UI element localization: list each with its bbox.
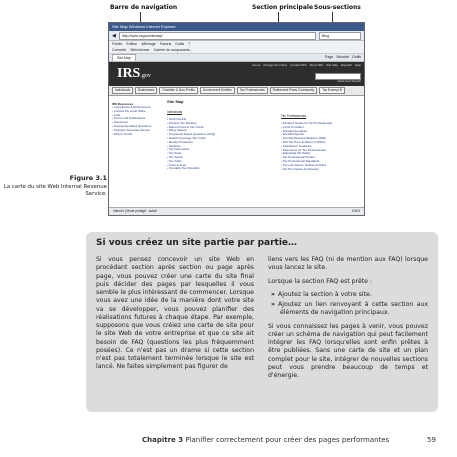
chapter-title: Planifier correctement pour créer des pages performantes (185, 436, 390, 444)
menu-item[interactable]: Edition (126, 42, 138, 46)
zoom-level[interactable]: 100% (351, 209, 360, 213)
menu-item[interactable]: ? (188, 42, 191, 46)
menu-item[interactable]: Affichage (141, 42, 156, 46)
irs-resources-list (112, 106, 156, 136)
irs-top-link[interactable]: Site Map (326, 63, 338, 67)
site-map-link[interactable]: › Identity Protection (167, 139, 193, 144)
menu-item[interactable]: Outils (175, 42, 185, 46)
tab-bar (109, 54, 364, 62)
address-bar (109, 31, 364, 41)
callout-main-section: Section principale (252, 4, 314, 11)
site-map-link[interactable]: › Tax Professional Standards (281, 158, 320, 163)
sidebar-column-right (268, 256, 428, 385)
sidebar-paragraph: liens vers les FAQ (ni de mention aux FAQ) lorsque vous lancez le site. (268, 256, 428, 272)
browser-screenshot (108, 22, 365, 216)
irs-advanced-search[interactable]: Advanced Search (337, 79, 361, 83)
site-map-link[interactable]: › Forms and Publications (112, 116, 146, 121)
site-map-content (109, 96, 364, 192)
sidebar-box (86, 232, 438, 412)
page-number: 59 (427, 436, 436, 444)
link-item[interactable]: Galerie de composants... (153, 48, 193, 52)
site-map-link[interactable]: › 1040 Central (167, 117, 187, 121)
site-map-link[interactable]: › Tax Stats (167, 151, 182, 156)
links-bar (109, 47, 364, 54)
site-map-link[interactable]: › Yourdaily Tax Checklist (167, 166, 200, 171)
back-icon: ◀ (112, 32, 116, 39)
figure-caption-text: La carte du site Web Internal Revenue Service. (3, 184, 107, 197)
tool-security[interactable]: Sécurité (336, 55, 350, 59)
sidebar-title: Si vous créez un site partie par partie… (96, 238, 298, 248)
bullet-item: » Ajoutez un lien renvoyant à cette section aux éléments de navigation principaux. (271, 301, 428, 317)
nav-item[interactable]: Charities & Non-Profits (159, 87, 197, 94)
site-map-link[interactable]: › Tools & Apps (167, 162, 187, 167)
irs-top-link[interactable]: Home (252, 63, 261, 67)
site-map-link[interactable]: › Frequently Asked Questions (112, 123, 152, 128)
irs-resources (112, 102, 156, 136)
sidebar-column-left (96, 256, 254, 377)
site-map-link[interactable]: › Advance Notice for Tax Professionals (281, 121, 333, 125)
site-map-link[interactable]: › Taxpayer Advocate Service (112, 127, 150, 132)
tax-pros-list (281, 122, 332, 171)
menu-item[interactable]: Fichier (112, 42, 123, 46)
figure-caption (2, 174, 107, 198)
irs-top-link[interactable]: Español (340, 63, 352, 67)
nav-item[interactable]: Individuals (112, 87, 133, 94)
link-item[interactable]: Sélectionner (130, 48, 150, 52)
search-input[interactable]: Bing (319, 32, 361, 40)
site-map-link[interactable]: › Where To File (112, 131, 133, 136)
site-map-link[interactable]: › e-file (112, 112, 121, 117)
nav-item[interactable]: Retirement Plans Community (270, 87, 317, 94)
nav-item[interactable]: Government Entities (200, 87, 235, 94)
sidebar-paragraph: Si vous connaissez les pages à venir, vous pouvez créer un schéma de navigation qui peut facilement intégrer les FAQ lorsqu'elles sont enfin prêtes à être publiées. Sans une carte de site et un plan complet pour le site, intégrer de nouvelles sections peut vous prendre beaucoup de temps et d'énergie. (268, 322, 428, 379)
chapter-label: Chapitre 3 (142, 436, 184, 444)
status-bar (109, 207, 364, 215)
nav-item[interactable]: Tax Professionals (237, 87, 268, 94)
sidebar-bullets (268, 291, 428, 318)
irs-top-links (252, 63, 361, 67)
irs-top-link[interactable]: Contact IRS (290, 63, 307, 67)
link-item[interactable]: Convertir (112, 48, 127, 52)
site-map-link[interactable]: › Earned Income Tax Credit (167, 124, 204, 129)
site-map-link[interactable]: › Filing Season (167, 128, 188, 133)
bullet-item: » Ajoutez la section à votre site. (271, 290, 372, 298)
irs-logo: IRS.gov (117, 66, 151, 81)
irs-top-link[interactable]: Change Font Size (263, 63, 288, 67)
tool-tools[interactable]: Outils (352, 55, 361, 59)
site-map-title: Site Map (167, 99, 184, 104)
page-footer (142, 436, 389, 444)
irs-top-link[interactable]: About IRS (309, 63, 324, 67)
site-map-link[interactable]: › Resources for Tax Professionals (281, 147, 326, 152)
site-map-link[interactable]: › Tax Trails (167, 158, 182, 163)
nav-item[interactable]: Tax Exempt B (319, 87, 345, 94)
browser-title: Site Map Windows Internet Explorer (109, 23, 364, 31)
site-map-link[interactable]: › Practitioner Guidance (281, 143, 312, 148)
site-map-link[interactable]: › Tax Information (167, 147, 190, 152)
site-map-link[interactable]: › Frequently Asked Questions (FAQ) (167, 132, 216, 137)
irs-banner (109, 62, 364, 86)
site-map-link[interactable]: › Newsroom (112, 120, 129, 125)
site-map-link[interactable]: › Enrolled Agents (281, 132, 304, 137)
site-map-link[interactable]: › Tax Law Issues, Notices & Rules (281, 162, 327, 167)
site-map-link[interactable]: › IRS Tax Pro's E-Return (ITPEO) (281, 139, 326, 144)
tab-site-map[interactable]: Site Map (112, 54, 136, 61)
irs-navigation-bar (109, 86, 364, 96)
site-map-main (167, 100, 215, 171)
status-left: Internet | Mode protégé : activé (113, 209, 158, 213)
address-input[interactable]: http://www.irsgov/sitemap/ (119, 32, 316, 40)
site-map-link[interactable]: › Health Coverage Tax Credit (167, 135, 206, 140)
callout-subsections: Sous-sections (314, 4, 361, 11)
individuals-heading[interactable]: Individuals (167, 110, 183, 114)
nav-item[interactable]: Businesses (135, 87, 157, 94)
site-map-link[interactable]: › Tax Professional Pocket (281, 155, 315, 160)
site-map-link[interactable]: › Educating the Public (281, 151, 311, 156)
site-map-link[interactable]: › Tax Pros News and Events (281, 166, 319, 171)
site-map-link[interactable]: › Students (167, 143, 181, 148)
callout-navigation-bar: Barre de navigation (110, 4, 178, 11)
bullet-icon: » (271, 290, 275, 298)
individuals-list (167, 118, 215, 171)
site-map-link[interactable]: › Abusive Tax Shelters (167, 120, 197, 125)
sidebar-paragraph: Lorsque la section FAQ est prête : (268, 277, 373, 285)
sidebar-paragraph: Si vous pensez concevoir un site Web en procédant section après section ou page après page, vous pouvez créer une carte du site final puis décider des pages par lesquelles il vous semble le plus intéressant de commencer. Lorsque vous avez une idée de la manière dont votre site va se développer, vous pouvez planifier des réalisations futures à chaque étape. Par exemple, supposons que vous créiez une carte de site pour le site Web de votre entreprise et que ce site ait besoin de FAQ (questions les plus fréquemment posées). Ce n'est pas un drame si cette section n'est pas totalement terminée lorsque le site est lancé. Ne faites simplement pas figurer de (96, 256, 254, 371)
site-map-link[interactable]: › Enrolled Actuaries (281, 128, 308, 133)
irs-top-link[interactable]: Help (354, 63, 361, 67)
site-map-link[interactable]: › Tax Topics (167, 154, 183, 159)
site-map-link[interactable]: › Contact My Local Office (112, 108, 146, 113)
menu-item[interactable]: Favoris (159, 42, 172, 46)
site-map-link[interactable]: › e-File Providers (281, 124, 304, 129)
figure-number: Figure 3.1 (69, 174, 107, 182)
site-map-link[interactable]: › Compliance & Enforcement (112, 105, 151, 109)
irs-resources-heading: IRS Resources (112, 102, 134, 106)
site-map-link[interactable]: › Internal Revenue Bulletins (IRB) (281, 136, 326, 141)
tool-page[interactable]: Page (325, 55, 334, 59)
tax-pros-heading[interactable]: Tax Professionals (281, 114, 306, 118)
bullet-icon: » (271, 301, 275, 308)
tax-pros-column (281, 114, 332, 171)
